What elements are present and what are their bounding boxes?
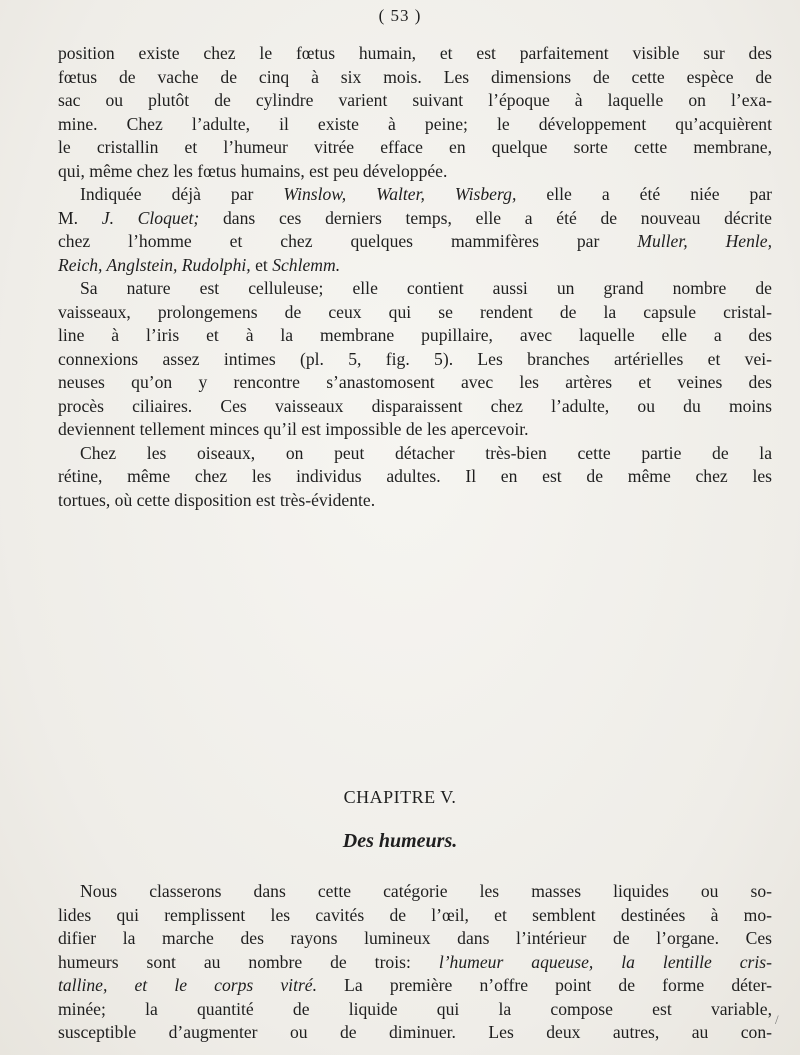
- paragraph-history: [58, 183, 772, 277]
- text-line: chez l’homme et chez quelques mammifères par Muller, Henle,: [58, 231, 772, 251]
- author-names: Muller, Henle,: [637, 231, 772, 251]
- paragraph-birds: [58, 442, 772, 513]
- text-line: Chez les oiseaux, on peut détacher très-bien cette partie de la: [80, 442, 772, 463]
- page-number: ( 53 ): [378, 6, 422, 25]
- text-line: mine. Chez l’adulte, il existe à peine; le développement qu’acquièrent: [58, 113, 772, 134]
- chapter-number: CHAPITRE V.: [343, 787, 457, 807]
- text-line: difier la marche des rayons lumineux dans l’intérieur de l’organe. Ces: [58, 928, 772, 948]
- text-section-2: [58, 880, 772, 1045]
- author-names: Reich, Anglstein, Rudolphi,: [58, 254, 251, 275]
- margin-mark: /: [775, 1012, 779, 1027]
- author-names: Winslow, Walter, Wisberg,: [283, 184, 517, 204]
- text-line: tortues, où cette disposition est très-évidente.: [58, 489, 376, 510]
- author-name: Schlemm.: [272, 254, 341, 275]
- text-line: Reich, Anglstein, Rudolphi, et Schlemm.: [58, 254, 341, 275]
- text-line: lides qui remplissent les cavités de l’œil, et semblent destinées à mo-: [58, 904, 772, 925]
- text-line: susceptible d’augmenter ou de diminuer. Les deux autres, au con-: [58, 1022, 772, 1042]
- text-line: talline, et le corps vitré. La première n’offre point de forme déter-: [58, 975, 772, 995]
- text-line: sac ou plutôt de cylindre varient suivant l’époque à laquelle on l’exa-: [58, 90, 772, 110]
- text-line: vaisseaux, prolongemens de ceux qui se rendent de la capsule cristal-: [58, 301, 772, 322]
- chapter-title: Des humeurs.: [342, 830, 458, 852]
- paragraph-continuation: [58, 42, 772, 183]
- paragraph-nature: [58, 277, 772, 442]
- text-line: Indiquée déjà par Winslow, Walter, Wisberg, elle a été niée par: [80, 184, 773, 204]
- text-line: rétine, même chez les individus adultes. Il en est de même chez les: [58, 466, 772, 486]
- text-line: Sa nature est celluleuse; elle contient aussi un grand nombre de: [80, 278, 772, 298]
- text-line: neuses qu’on y rencontre s’anastomosent avec les artères et veines des: [58, 372, 772, 392]
- humeur-names: l’humeur aqueuse, la lentille cris-: [438, 951, 772, 972]
- paragraph-humeurs: [58, 880, 772, 1045]
- text-line: minée; la quantité de liquide qui la compose est variable,: [58, 998, 772, 1019]
- text-line: deviennent tellement minces qu’il est impossible de les apercevoir.: [58, 419, 529, 439]
- text-section-1: [58, 42, 772, 512]
- text-line: M. J. Cloquet; dans ces derniers temps, elle a été de nouveau décrite: [58, 207, 772, 228]
- text-line: position existe chez le fœtus humain, et est parfaitement visible sur des: [58, 43, 772, 63]
- humeur-names: talline, et le corps vitré.: [58, 975, 318, 995]
- text-line: le cristallin et l’humeur vitrée efface en quelque sorte cette membrane,: [58, 137, 772, 157]
- text-line: procès ciliaires. Ces vaisseaux disparaissent chez l’adulte, ou du moins: [58, 395, 772, 416]
- text-line: humeurs sont au nombre de trois: l’humeur aqueuse, la lentille cris-: [58, 951, 772, 972]
- text-line: line à l’iris et à la membrane pupillaire, avec laquelle elle a des: [58, 325, 772, 345]
- text-line: qui, même chez les fœtus humains, est peu développée.: [58, 160, 448, 181]
- text-line: fœtus de vache de cinq à six mois. Les dimensions de cette espèce de: [58, 66, 772, 87]
- text-line: Nous classerons dans cette catégorie les masses liquides ou so-: [80, 881, 772, 901]
- text-line: connexions assez intimes (pl. 5, fig. 5). Les branches artérielles et vei-: [58, 348, 772, 369]
- author-name: J. Cloquet;: [101, 207, 200, 228]
